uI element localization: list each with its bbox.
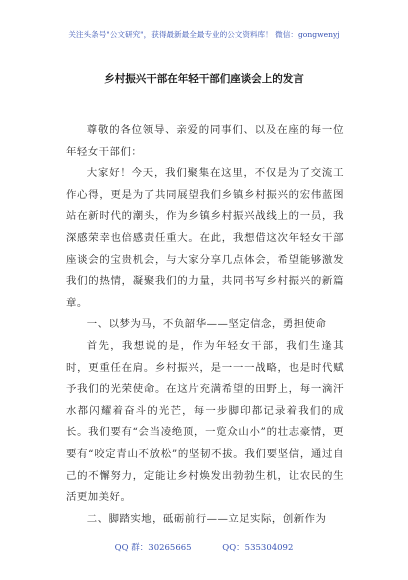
document-body xyxy=(66,120,344,530)
body-paragraph: 大家好！今天，我们聚集在这里，不仅是为了交流工作心得，更是为了共同展望我们乡镇乡村振兴的宏伟蓝图站在新时代的潮头，作为乡镇乡村振兴战线上的一员，我深感荣幸也倍感责任重大。在此，我想借这次年轻女干部座谈会的宝贵机会，与大家分享几点体会，希望能够激发我们的热情，凝聚我们的力量，共同书写乡村振兴的新篇章。 xyxy=(66,167,344,309)
header-note: 关注头条号"公文研究"，获得最新最全最专业的公文资料库！ 微信：gongwenyj xyxy=(68,30,340,39)
footer xyxy=(0,541,408,553)
footer-qq-group: QQ 群：30265665 xyxy=(114,543,192,553)
footer-qq: QQ：535304092 xyxy=(222,543,294,553)
greeting-paragraph: 尊敬的各位领导、亲爱的同事们、以及在座的每一位年轻女干部们： xyxy=(66,124,344,158)
section-heading: 一、以梦为马，不负韶华——坚定信念，勇担使命 xyxy=(86,318,327,331)
body-paragraph: 首先，我想说的是，作为年轻女干部，我们生逢其时，更重任在肩。乡村振兴，是一一一战略，也是时代赋予我们的光荣使命。在这片充满希望的田野上，每一滴汗水都闪耀着奋斗的光芒，每一步脚印都记录着我们的成长。我们要有“会当凌绝顶，一览众山小”的壮志豪情，更要有“咬定青山不放松”的坚韧不拔。我们要坚信，通过自己的不懈努力，定能让乡村焕发出勃勃生机，让农民的生活更加美好。 xyxy=(66,339,344,504)
document-title: 乡村振兴干部在年轻干部们座谈会上的发言 xyxy=(104,73,304,85)
section-heading: 二、脚踏实地，砥砺前行——立足实际，创新作为 xyxy=(86,512,327,525)
